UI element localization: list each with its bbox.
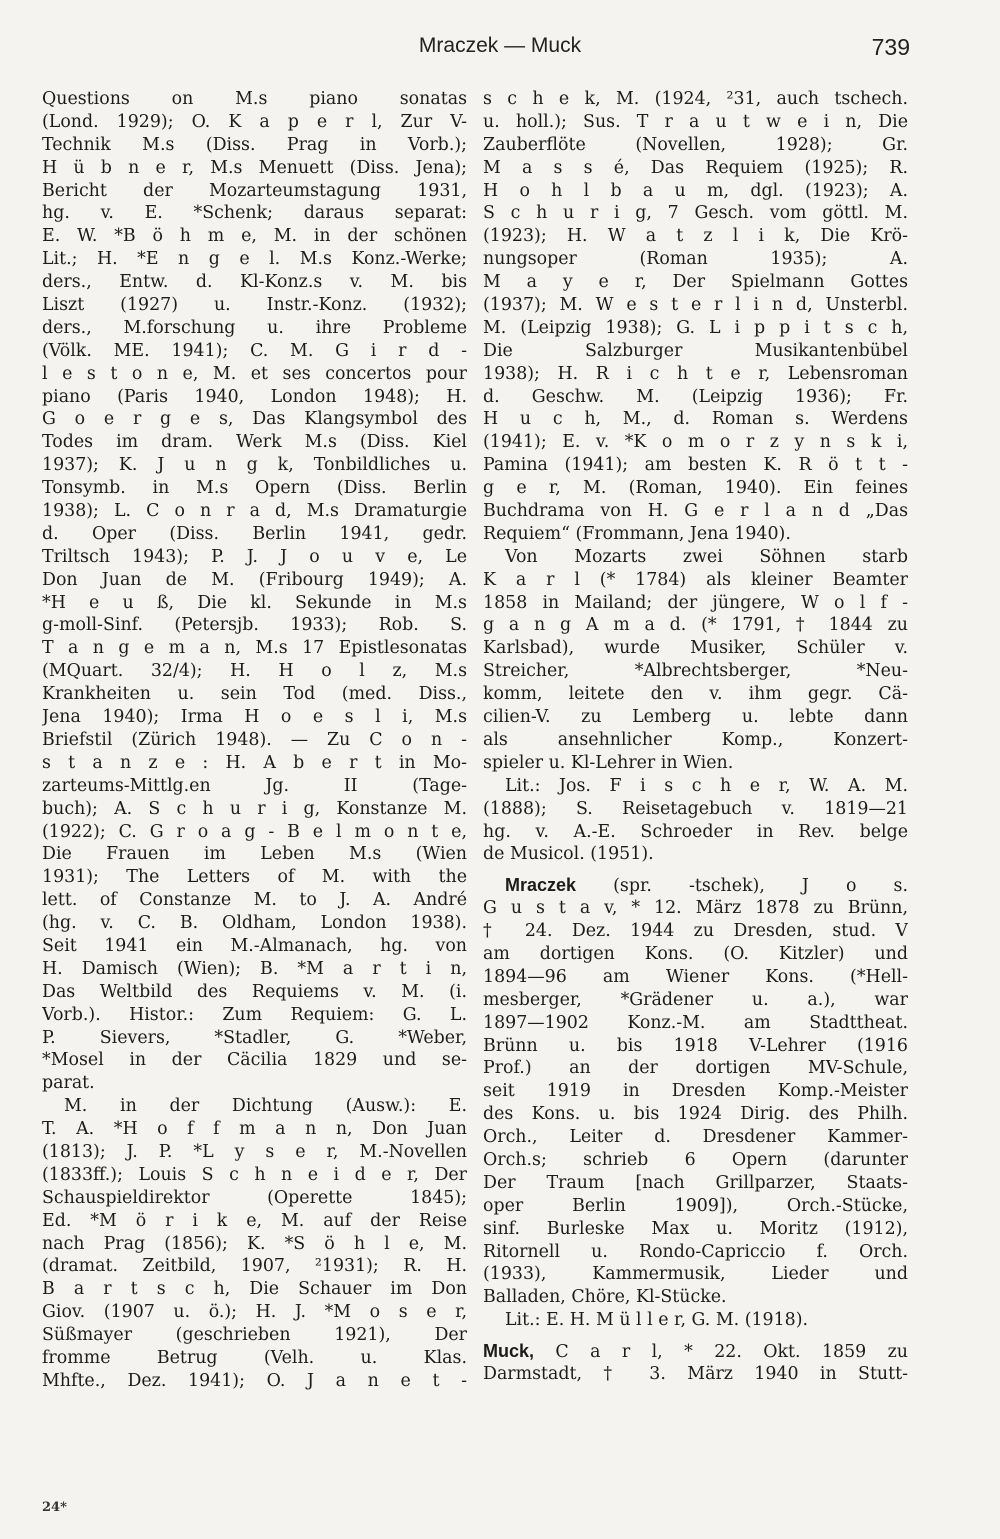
- text-line: [483, 431, 908, 454]
- entry-headword: Muck,: [483, 1341, 535, 1362]
- text-line: [483, 569, 908, 592]
- line-text: seit 1919 in Dresden Komp.-Meister: [483, 1081, 908, 1102]
- line-text: Vorb.). Histor.: Zum Requiem: G. L.: [42, 1004, 467, 1025]
- line-text: cilien-V. zu Lemberg u. lebte dann: [483, 707, 908, 728]
- text-line: [483, 775, 908, 798]
- text-line: [483, 943, 908, 966]
- text-line: [42, 1255, 467, 1278]
- line-text: nungsoper (Roman 1935); A.: [483, 249, 908, 270]
- line-text: parat.: [42, 1073, 95, 1094]
- text-line: [483, 317, 908, 340]
- text-line: [483, 1103, 908, 1126]
- line-text: Seit 1941 ein M.-Almanach, hg. von: [42, 935, 467, 956]
- text-line: [42, 546, 467, 569]
- line-text: 1938); L. C o n r a d, M.s Dramaturgie: [42, 501, 467, 522]
- line-text: (dramat. Zeitbild, 1907, ²1931); R. H.: [42, 1256, 467, 1277]
- text-line: [42, 294, 467, 317]
- text-line: [42, 386, 467, 409]
- text-line: [42, 889, 467, 912]
- text-line: [483, 477, 908, 500]
- text-line: [42, 958, 467, 981]
- text-line: [42, 248, 467, 271]
- text-line: [483, 874, 908, 897]
- line-text: g e r, M. (Roman, 1940). Ein feines: [483, 478, 908, 499]
- line-text: B a r t s c h, Die Schauer im Don: [42, 1279, 467, 1300]
- line-text: Technik M.s (Diss. Prag in Vorb.);: [42, 134, 467, 155]
- line-text: C a r l, * 22. Okt. 1859 zu: [534, 1342, 908, 1363]
- line-text: komm, leitete den v. ihm gegr. Cä-: [483, 684, 908, 705]
- text-line: [483, 798, 908, 821]
- line-text: s c h e k, M. (1924, ²31, auch tschech.: [483, 89, 908, 109]
- line-text: Buchdrama von H. G e r l a n d „Das: [483, 501, 908, 522]
- text-line: [42, 1347, 467, 1370]
- text-line: [483, 752, 908, 775]
- text-line: [483, 88, 908, 111]
- text-line: [42, 408, 467, 431]
- line-text: Von Mozarts zwei Söhnen starb: [505, 546, 908, 567]
- text-line: [42, 202, 467, 225]
- line-text: 1937); K. J u n g k, Tonbildliches u.: [42, 455, 467, 476]
- text-line: [483, 683, 908, 706]
- text-line: [483, 1363, 908, 1386]
- line-text: (Völk. ME. 1941); C. M. G i r d -: [42, 340, 467, 361]
- line-text: (MQuart. 32/4); H. H o l z, M.s: [42, 661, 467, 682]
- text-line: [42, 614, 467, 637]
- text-line: [483, 500, 908, 523]
- text-line: [42, 340, 467, 363]
- line-text: Questions on M.s piano sonatas: [42, 89, 467, 109]
- text-line: [483, 225, 908, 248]
- line-text: K a r l (* 1784) als kleiner Beamter: [483, 569, 908, 590]
- text-line: [483, 523, 908, 546]
- line-text: G o e r g e s, Das Klangsymbol des: [42, 409, 467, 430]
- line-text: s t a n z e : H. A b e r t in Mo-: [42, 752, 467, 773]
- text-line: [42, 1072, 467, 1095]
- text-line: [42, 1187, 467, 1210]
- text-line: [483, 1195, 908, 1218]
- text-line: [42, 981, 467, 1004]
- text-line: [483, 386, 908, 409]
- line-text: 1858 in Mailand; der jüngere, W o l f -: [483, 592, 908, 613]
- text-line: [483, 111, 908, 134]
- line-text: Krankheiten u. sein Tod (med. Diss.,: [42, 684, 467, 705]
- text-line: [483, 843, 908, 866]
- text-line: [483, 454, 908, 477]
- text-line: [483, 920, 908, 943]
- text-line: [42, 866, 467, 889]
- line-text: Orch., Leiter d. Dresdener Kammer-: [483, 1127, 908, 1148]
- text-line: [42, 729, 467, 752]
- line-text: M. (Leipzig 1938); G. L i p p i t s c h,: [483, 317, 908, 338]
- text-line: [483, 1340, 908, 1363]
- text-line: [42, 637, 467, 660]
- line-text: Brünn u. bis 1918 V-Lehrer (1916: [483, 1035, 908, 1056]
- text-line: [42, 798, 467, 821]
- line-text: H o h l b a u m, dgl. (1923); A.: [483, 180, 908, 201]
- line-text: zarteums-Mittlg.en Jg. II (Tage-: [42, 775, 467, 796]
- line-text: Zauberflöte (Novellen, 1928); Gr.: [483, 134, 908, 155]
- line-text: (1833ff.); Louis S c h n e i d e r, Der: [42, 1164, 467, 1185]
- text-line: [42, 134, 467, 157]
- text-line: [42, 1164, 467, 1187]
- text-line: [42, 111, 467, 134]
- line-text: Briefstil (Zürich 1948). — Zu C o n -: [42, 729, 467, 750]
- text-line: [42, 912, 467, 935]
- text-line: [42, 660, 467, 683]
- text-line: [42, 500, 467, 523]
- line-text: P. Sievers, *Stadler, G. *Weber,: [42, 1027, 467, 1048]
- text-line: [483, 134, 908, 157]
- text-line: [483, 706, 908, 729]
- text-line: [42, 454, 467, 477]
- text-line: [42, 935, 467, 958]
- line-text: (1937); M. W e s t e r l i n d, Unsterbl.: [483, 295, 908, 316]
- line-text: g-moll-Sinf. (Petersjb. 1933); Rob. S.: [42, 615, 467, 636]
- text-line: [42, 592, 467, 615]
- text-line: [483, 637, 908, 660]
- line-text: mesberger, *Grädener u. a.), war: [483, 989, 908, 1010]
- text-line: [483, 1263, 908, 1286]
- line-text: H u c h, M., d. Roman s. Werdens: [483, 409, 908, 430]
- text-line: [483, 363, 908, 386]
- line-text: † 24. Dez. 1944 zu Dresden, stud. V: [483, 921, 908, 942]
- text-line: [483, 248, 908, 271]
- line-text: *H e u ß, Die kl. Sekunde in M.s: [42, 592, 467, 613]
- line-text: (1813); J. P. *L y s e r, M.-Novellen: [42, 1141, 467, 1162]
- text-line: [483, 660, 908, 683]
- line-text: Schauspieldirektor (Operette 1845);: [42, 1187, 467, 1208]
- line-text: T. A. *H o f f m a n n, Don Juan: [42, 1119, 467, 1140]
- line-text: l e s t o n e, M. et ses concertos pour: [42, 363, 467, 384]
- line-text: M a s s é, Das Requiem (1925); R.: [483, 157, 908, 178]
- text-line: [483, 1172, 908, 1195]
- line-text: (1922); C. G r o a g - B e l m o n t e,: [42, 821, 467, 842]
- text-line: [42, 1118, 467, 1141]
- text-line: [42, 1370, 467, 1393]
- line-text: Das Weltbild des Requiems v. M. (i.: [42, 981, 467, 1002]
- line-text: (1923); H. W a t z l i k, Die Krö-: [483, 226, 908, 247]
- text-line: [42, 1027, 467, 1050]
- line-text: Pamina (1941); am besten K. R ö t t -: [483, 455, 908, 476]
- line-text: Prof.) an der dortigen MV-Schule,: [483, 1058, 908, 1079]
- text-line: [42, 752, 467, 775]
- line-text: *Mosel in der Cäcilia 1829 und se-: [42, 1050, 467, 1071]
- line-text: lett. of Constanze M. to J. A. André: [42, 890, 467, 911]
- line-text: M. in der Dichtung (Ausw.): E.: [64, 1096, 467, 1117]
- line-text: Die Salzburger Musikantenbübel: [483, 340, 908, 361]
- text-line: [42, 523, 467, 546]
- text-line: [483, 408, 908, 431]
- line-text: d. Geschw. M. (Leipzig 1936); Fr.: [483, 386, 908, 407]
- line-text: piano (Paris 1940, London 1948); H.: [42, 386, 467, 407]
- text-line: [483, 729, 908, 752]
- text-line: [483, 1309, 908, 1332]
- text-line: [483, 340, 908, 363]
- right-column: [483, 88, 908, 1386]
- text-line: [42, 225, 467, 248]
- line-text: des Kons. u. bis 1924 Dirig. des Philh.: [483, 1104, 908, 1125]
- line-text: ders., M.forschung u. ihre Probleme: [42, 317, 467, 338]
- line-text: (hg. v. C. B. Oldham, London 1938).: [42, 913, 467, 934]
- text-line: [42, 157, 467, 180]
- text-line: [483, 1218, 908, 1241]
- line-text: (1933), Kammermusik, Lieder und: [483, 1264, 908, 1285]
- line-text: buch); A. S c h u r i g, Konstanze M.: [42, 798, 467, 819]
- text-line: [42, 431, 467, 454]
- running-head: [0, 34, 1000, 60]
- line-text: de Musicol. (1951).: [483, 844, 654, 865]
- text-line: [483, 271, 908, 294]
- line-text: H. Damisch (Wien); B. *M a r t i n,: [42, 958, 467, 979]
- text-line: [42, 1141, 467, 1164]
- text-line: [483, 1126, 908, 1149]
- text-line: [42, 1278, 467, 1301]
- line-text: Karlsbad), wurde Musiker, Schüler v.: [483, 638, 908, 659]
- line-text: G u s t a v, * 12. März 1878 zu Brünn,: [483, 898, 908, 919]
- entry-headword: Mraczek: [505, 875, 577, 896]
- line-text: Giov. (1907 u. ö.); H. J. *M o s e r,: [42, 1302, 467, 1323]
- line-text: 1931); The Letters of M. with the: [42, 867, 467, 888]
- line-text: ders., Entw. d. Kl-Konz.s v. M. bis: [42, 272, 467, 293]
- text-line: [483, 180, 908, 203]
- line-text: u. holl.); Sus. T r a u t w e i n, Die: [483, 111, 908, 132]
- text-line: [483, 1286, 908, 1309]
- text-line: [483, 1012, 908, 1035]
- line-text: nach Prag (1856); K. *S ö h l e, M.: [42, 1233, 467, 1254]
- text-line: [42, 706, 467, 729]
- line-text: Balladen, Chöre, Kl-Stücke.: [483, 1287, 727, 1308]
- text-line: [42, 821, 467, 844]
- printer-signature: 24*: [42, 1500, 67, 1515]
- text-line: [483, 897, 908, 920]
- text-line: [42, 1095, 467, 1118]
- text-line: [42, 1004, 467, 1027]
- text-line: [483, 821, 908, 844]
- line-text: (Lond. 1929); O. K a p e r l, Zur V-: [42, 111, 467, 132]
- text-line: [483, 546, 908, 569]
- line-text: S c h u r i g, 7 Gesch. vom göttl. M.: [483, 203, 908, 224]
- line-text: oper Berlin 1909]), Orch.-Stücke,: [483, 1195, 908, 1216]
- text-line: [42, 683, 467, 706]
- text-line: [483, 1057, 908, 1080]
- line-text: Orch.s; schrieb 6 Opern (darunter: [483, 1149, 908, 1170]
- line-text: (1941); E. v. *K o m o r z y n s k i,: [483, 432, 908, 453]
- line-text: als ansehnlicher Komp., Konzert-: [483, 729, 908, 750]
- line-text: fromme Betrug (Velh. u. Klas.: [42, 1347, 467, 1368]
- line-text: spieler u. Kl-Lehrer in Wien.: [483, 752, 734, 773]
- text-line: [483, 989, 908, 1012]
- line-text: Darmstadt, † 3. März 1940 in Stutt-: [483, 1363, 908, 1384]
- line-text: Lit.; H. *E n g e l. M.s Konz.-Werke;: [42, 249, 467, 270]
- text-line: [42, 1301, 467, 1324]
- line-text: sinf. Burleske Max u. Moritz (1912),: [483, 1218, 908, 1239]
- line-text: Tonsymb. in M.s Opern (Diss. Berlin: [42, 478, 467, 499]
- line-text: am dortigen Kons. (O. Kitzler) und: [483, 943, 908, 964]
- line-text: Mhfte., Dez. 1941); O. J a n e t -: [42, 1370, 467, 1391]
- line-text: Triltsch 1943); P. J. J o u v e, Le: [42, 546, 467, 567]
- text-line: [483, 1035, 908, 1058]
- line-text: Todes im dram. Werk M.s (Diss. Kiel: [42, 432, 467, 453]
- text-line: [42, 1233, 467, 1256]
- left-column: [42, 88, 467, 1393]
- line-text: 1894—96 am Wiener Kons. (*Hell-: [483, 966, 908, 987]
- text-line: [42, 569, 467, 592]
- line-text: hg. v. A.-E. Schroeder in Rev. belge: [483, 821, 908, 842]
- text-line: [42, 1049, 467, 1072]
- line-text: Bericht der Mozarteumstagung 1931,: [42, 180, 467, 201]
- line-text: Streicher, *Albrechtsberger, *Neu-: [483, 661, 908, 682]
- line-text: Ed. *M ö r i k e, M. auf der Reise: [42, 1210, 467, 1231]
- line-text: Lit.: Jos. F i s c h e r, W. A. M.: [505, 775, 908, 796]
- line-text: g a n g A m a d. (* 1791, † 1844 zu: [483, 615, 908, 636]
- text-line: [483, 157, 908, 180]
- line-text: (1888); S. Reisetagebuch v. 1819—21: [483, 798, 908, 819]
- line-text: Requiem“ (Frommann, Jena 1940).: [483, 523, 791, 544]
- text-line: [483, 614, 908, 637]
- line-text: (spr. -tschek), J o s.: [576, 876, 908, 897]
- text-line: [42, 88, 467, 111]
- line-text: hg. v. E. *Schenk; daraus separat:: [42, 203, 467, 224]
- line-text: 1938); H. R i c h t e r, Lebensroman: [483, 363, 908, 384]
- line-text: d. Oper (Diss. Berlin 1941, gedr.: [42, 523, 467, 544]
- text-line: [42, 1324, 467, 1347]
- text-line: [483, 294, 908, 317]
- line-text: H ü b n e r, M.s Menuett (Diss. Jena);: [42, 157, 467, 178]
- text-line: [42, 180, 467, 203]
- line-text: Lit.: E. H. M ü l l e r, G. M. (1918).: [505, 1310, 809, 1331]
- line-text: T a n g e m a n, M.s 17 Epistlesonatas: [42, 638, 467, 659]
- line-text: Jena 1940); Irma H o e s l i, M.s: [42, 707, 467, 728]
- text-line: [42, 363, 467, 386]
- line-text: Don Juan de M. (Fribourg 1949); A.: [42, 569, 467, 590]
- line-text: Ritornell u. Rondo-Capriccio f. Orch.: [483, 1241, 908, 1262]
- text-line: [483, 966, 908, 989]
- text-line: [483, 1149, 908, 1172]
- text-line: [42, 1210, 467, 1233]
- text-line: [483, 1080, 908, 1103]
- text-line: [42, 775, 467, 798]
- text-line: [42, 317, 467, 340]
- line-text: Die Frauen im Leben M.s (Wien: [42, 844, 467, 865]
- text-line: [42, 477, 467, 500]
- line-text: 1897—1902 Konz.-M. am Stadttheat.: [483, 1012, 908, 1033]
- text-line: [483, 592, 908, 615]
- page-number: 739: [871, 34, 910, 60]
- line-text: Süßmayer (geschrieben 1921), Der: [42, 1325, 467, 1346]
- line-text: Liszt (1927) u. Instr.-Konz. (1932);: [42, 295, 467, 316]
- text-line: [483, 1241, 908, 1264]
- running-head-title: Mraczek — Muck: [418, 34, 582, 57]
- text-line: [42, 843, 467, 866]
- text-line: [42, 271, 467, 294]
- text-line: [483, 202, 908, 225]
- line-text: M a y e r, Der Spielmann Gottes: [483, 272, 908, 293]
- line-text: Der Traum [nach Grillparzer, Staats-: [483, 1172, 908, 1193]
- line-text: E. W. *B ö h m e, M. in der schönen: [42, 226, 467, 247]
